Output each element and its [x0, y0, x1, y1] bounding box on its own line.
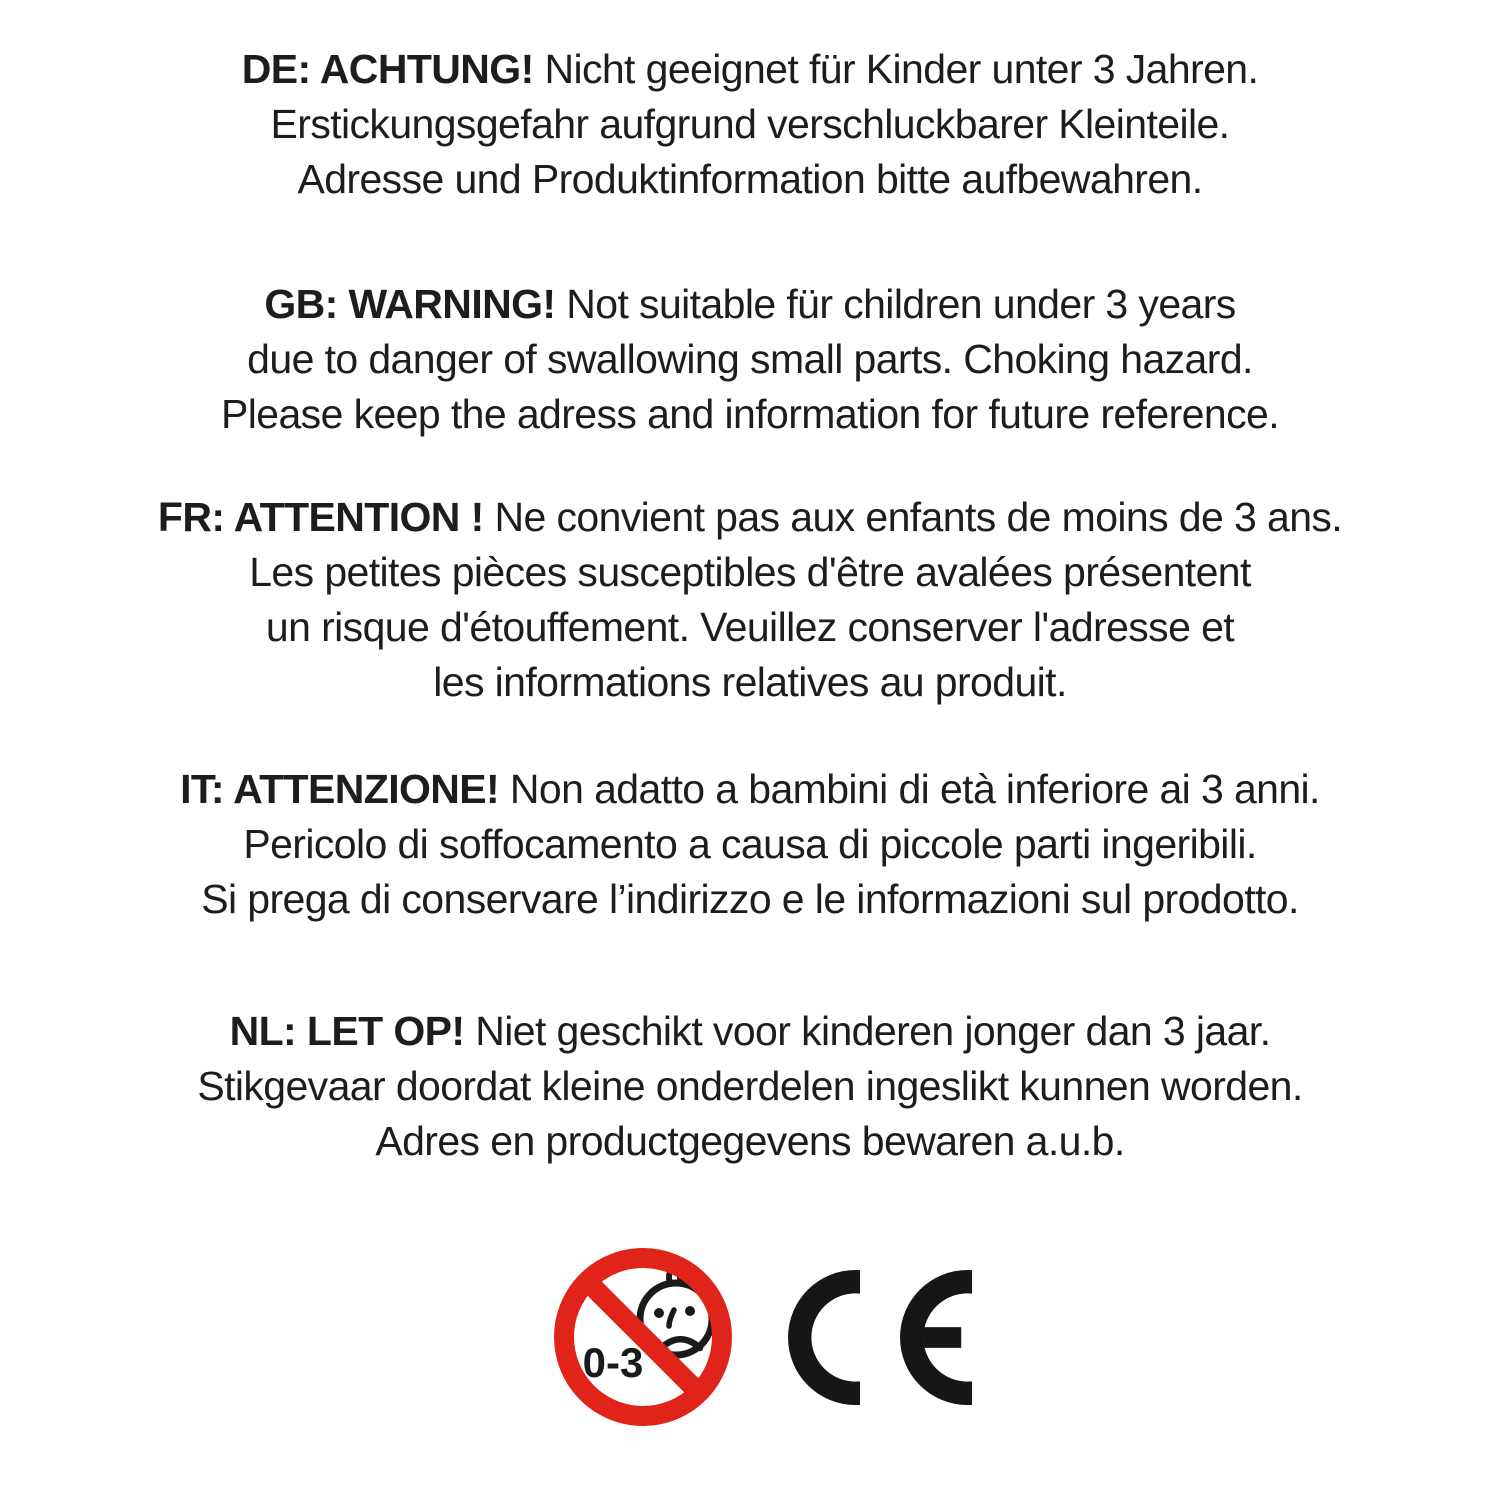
ce-letter-c [788, 1270, 860, 1405]
warning-line: Stikgevaar doordat kleine onderdelen ingeslikt kunnen worden. [197, 1063, 1303, 1109]
warning-section-nl [0, 1004, 1500, 1169]
safety-icons-row [12, 1247, 1500, 1427]
lang-prefix-gb: GB: WARNING! [264, 281, 556, 327]
warning-line [0, 42, 1500, 97]
warning-section-de [0, 42, 1500, 207]
lang-prefix-de: DE: ACHTUNG! [241, 46, 534, 92]
ce-mark-icon [788, 1270, 972, 1405]
warning-text: Niet geschikt voor kinderen jonger dan 3 jaar. [475, 1008, 1271, 1054]
baby-left-eye [654, 1308, 664, 1318]
warning-line: Si prega di conservare l’indirizzo e le informazioni sul prodotto. [201, 876, 1299, 922]
warning-line: les informations relatives au produit. [433, 659, 1067, 705]
warning-line: Adresse und Produktinformation bitte aufbewahren. [297, 156, 1203, 202]
warning-line: due to danger of swallowing small parts. Choking hazard. [247, 336, 1253, 382]
warning-text: Ne convient pas aux enfants de moins de 3 ans. [494, 494, 1343, 540]
warning-line: Please keep the adress and information for future reference. [221, 391, 1279, 437]
warning-text: Non adatto a bambini di età inferiore ai 3 anni. [509, 766, 1320, 812]
warning-line [0, 762, 1500, 817]
warning-line: Adres en productgegevens bewaren a.u.b. [375, 1118, 1125, 1164]
warning-line [0, 1004, 1500, 1059]
warning-line [0, 490, 1500, 545]
warning-text: Nicht geeignet für Kinder unter 3 Jahren. [544, 46, 1259, 92]
ce-letter-e [900, 1270, 972, 1405]
warning-text: Not suitable für children under 3 years [566, 281, 1236, 327]
age-range-text: 0-3 [582, 1339, 643, 1386]
warning-line: Les petites pièces susceptibles d'être avalées présentent [249, 549, 1251, 595]
warning-line [0, 277, 1500, 332]
lang-prefix-nl: NL: LET OP! [229, 1008, 465, 1054]
warning-line: Erstickungsgefahr aufgrund verschluckbarer Kleinteile. [270, 101, 1230, 147]
warning-section-gb [0, 277, 1500, 442]
age-warning-0-3-icon [553, 1247, 733, 1427]
lang-prefix-fr: FR: ATTENTION ! [157, 494, 484, 540]
ce-e-middle-bar [923, 1327, 961, 1348]
lang-prefix-it: IT: ATTENZIONE! [180, 766, 500, 812]
baby-right-eye [685, 1306, 695, 1316]
warning-line: Pericolo di soffocamento a causa di piccole parti ingeribili. [243, 821, 1257, 867]
warning-line: un risque d'étouffement. Veuillez conserver l'adresse et [265, 604, 1235, 650]
warning-section-fr [0, 490, 1500, 710]
warning-section-it [0, 762, 1500, 927]
